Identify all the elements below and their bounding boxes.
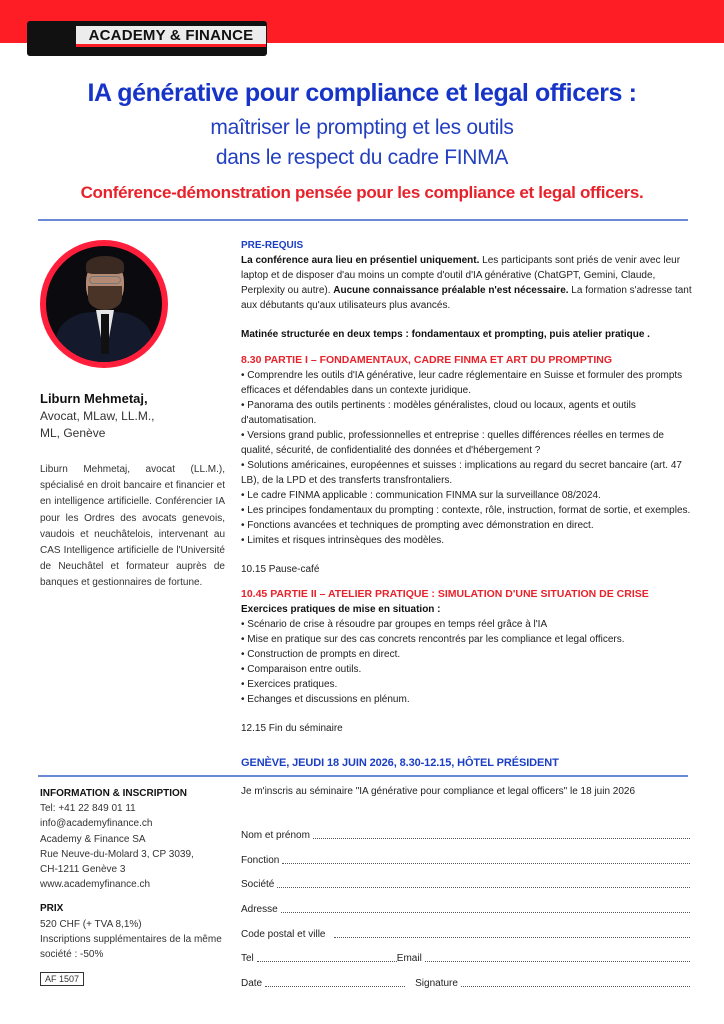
price-heading: PRIX xyxy=(40,903,64,915)
brand-logo: ACADEMY & FINANCE xyxy=(76,26,266,47)
seminar-end: 12.15 Fin du séminaire xyxy=(241,723,343,734)
prerequis-bold-1: La conférence aura lieu en présentiel uniquement. xyxy=(241,255,480,266)
part1-item: • Fonctions avancées et techniques de prompting avec démonstration en direct. xyxy=(241,520,594,531)
form-field-company[interactable] xyxy=(241,874,690,890)
subtitle-line-2: dans le respect du cadre FINMA xyxy=(215,146,509,169)
part1-item: • Comprendre les outils d'IA générative, leur cadre réglementaire en Suisse et formuler des prompts efficaces et défendables dans un contexte juridique. xyxy=(241,370,683,396)
structure-note: Matinée structurée en deux temps : fondamentaux et prompting, puis atelier pratique . xyxy=(241,329,650,340)
prerequis-text xyxy=(241,253,696,313)
speaker-bio: Liburn Mehmetaj, avocat (LL.M.), spécialisé en droit bancaire et financier et en intelligence artificielle. Conférencier IA pour les Ordres des avocats genevois, vaudois et neuchâtelois, intervenant au CAS Intelligence artificielle de l'Université de Neuchâtel et formateur auprès de banques et gestionnaires de fortune. xyxy=(40,464,225,589)
input-line-function[interactable] xyxy=(282,854,690,864)
label-address: Adresse xyxy=(241,904,278,915)
tagline: Conférence-démonstration pensée pour les compliance et legal officers. xyxy=(80,183,644,202)
speaker-photo xyxy=(40,240,168,368)
part1-item: • Panorama des outils pertinents : modèles généralistes, cloud ou locaux, agents et outils d'automatisation. xyxy=(241,400,636,426)
input-line-name[interactable] xyxy=(313,829,690,839)
speaker-name: Liburn Mehmetaj, xyxy=(40,391,148,406)
label-signature: Signature xyxy=(415,978,458,989)
form-field-tel-email[interactable] xyxy=(241,948,690,964)
info-website[interactable]: www.academyfinance.ch xyxy=(40,879,151,891)
input-line-postal[interactable] xyxy=(334,928,691,938)
event-date-location: GENÈVE, JEUDI 18 JUIN 2026, 8.30-12.15, HÔTEL PRÉSIDENT xyxy=(241,757,559,769)
portrait-tie xyxy=(101,314,109,354)
part2-item: • Exercices pratiques. xyxy=(241,679,338,690)
part2-section xyxy=(241,587,696,736)
part2-item: • Construction de prompts en direct. xyxy=(241,649,401,660)
part1-item: • Solutions américaines, européennes et suisses : implications au regard du secret bancaire (art. 47 LB), de la LPD et des transferts transfrontaliers. xyxy=(241,460,682,486)
input-line-email[interactable] xyxy=(425,952,690,962)
prerequis-heading: PRE-REQUIS xyxy=(241,240,304,251)
input-line-signature[interactable] xyxy=(461,977,690,987)
form-field-date-signature[interactable] xyxy=(241,973,690,989)
part2-item: • Scénario de crise à résoudre par groupes en temps réel grâce à l'IA xyxy=(241,619,548,630)
info-section xyxy=(40,786,235,962)
form-intro: Je m'inscris au séminaire "IA générative pour compliance et legal officers" le 18 juin 2026 xyxy=(241,786,636,797)
part2-item: • Echanges et discussions en plénum. xyxy=(241,694,410,705)
speaker-credentials-2: ML, Genève xyxy=(40,426,106,440)
speaker-credentials-1: Avocat, MLaw, LL.M., xyxy=(40,409,155,423)
input-line-date[interactable] xyxy=(265,977,405,987)
portrait-beard xyxy=(88,286,122,310)
info-email[interactable]: info@academyfinance.ch xyxy=(40,818,153,830)
label-email: Email xyxy=(396,953,422,964)
info-tel: Tel: +41 22 849 01 11 xyxy=(40,803,136,815)
divider-bottom xyxy=(38,775,688,777)
portrait-image xyxy=(46,246,162,362)
form-field-function[interactable] xyxy=(241,850,690,866)
label-postal: Code postal et ville xyxy=(241,929,326,940)
label-tel: Tel xyxy=(241,953,254,964)
part1-heading: 8.30 PARTIE I – FONDAMENTAUX, CADRE FINMA ET ART DU PROMPTING xyxy=(241,354,613,366)
part2-item: • Mise en pratique sur des cas concrets rencontrés par les compliance et legal officers. xyxy=(241,634,625,645)
form-field-address[interactable] xyxy=(241,899,690,915)
coffee-break: 10.15 Pause-café xyxy=(241,564,320,575)
part2-subheading: Exercices pratiques de mise en situation : xyxy=(241,604,441,615)
info-company: Academy & Finance SA xyxy=(40,833,146,845)
info-address-1: Rue Neuve-du-Molard 3, CP 3039, xyxy=(40,848,194,860)
label-function: Fonction xyxy=(241,855,280,866)
info-heading: INFORMATION & INSCRIPTION xyxy=(40,788,188,799)
part1-item: • Les principes fondamentaux du prompting : contexte, rôle, instruction, format de sortie, et exemples. xyxy=(241,505,691,516)
label-company: Société xyxy=(241,879,275,890)
subtitle-line-1: maîtriser le prompting et les outils xyxy=(210,116,514,139)
part2-heading: 10.45 PARTIE II – ATELIER PRATIQUE : SIMULATION D'UNE SITUATION DE CRISE xyxy=(241,588,649,600)
price-discount: Inscriptions supplémentaires de la même société : -50% xyxy=(40,933,222,961)
form-field-postal[interactable] xyxy=(241,924,690,940)
label-name: Nom et prénom xyxy=(241,830,310,841)
part1-item: • Versions grand public, professionnelles et entreprise : quelles différences réelles en termes de qualité, sécurité, de confidentialité des données et d'hébergement ? xyxy=(241,430,664,456)
input-line-company[interactable] xyxy=(277,878,690,888)
prerequis-section xyxy=(241,238,696,342)
prerequis-text-1: Les participants sont priés de venir avec leur laptop et de disposer d'au moins un compte d'outil d'IA générative (ChatGPT, Gemini, Claude, Perplexity ou autre). xyxy=(241,255,681,296)
price-value: 520 CHF (+ TVA 8,1%) xyxy=(40,918,142,930)
input-line-address[interactable] xyxy=(281,903,690,913)
part1-item: • Le cadre FINMA applicable : communication FINMA sur la surveillance 08/2024. xyxy=(241,490,601,501)
portrait-glasses xyxy=(89,276,121,284)
input-line-tel[interactable] xyxy=(257,952,397,962)
form-field-name[interactable] xyxy=(241,825,690,841)
page-title: IA générative pour compliance et legal officers : xyxy=(87,79,637,107)
part1-item: • Limites et risques intrinsèques des modèles. xyxy=(241,535,445,546)
reference-code: AF 1507 xyxy=(40,972,84,986)
info-address-2: CH-1211 Genève 3 xyxy=(40,864,126,876)
part1-section xyxy=(241,353,696,577)
prerequis-bold-2: Aucune connaissance préalable n'est nécessaire. xyxy=(333,285,569,296)
label-date: Date xyxy=(241,978,263,989)
divider-top xyxy=(38,219,688,221)
prerequis-text-2: La formation s'adresse tant aux débutants qu'aux utilisateurs plus avancés. xyxy=(241,285,692,311)
portrait-hair xyxy=(86,256,124,274)
part2-item: • Comparaison entre outils. xyxy=(241,664,362,675)
